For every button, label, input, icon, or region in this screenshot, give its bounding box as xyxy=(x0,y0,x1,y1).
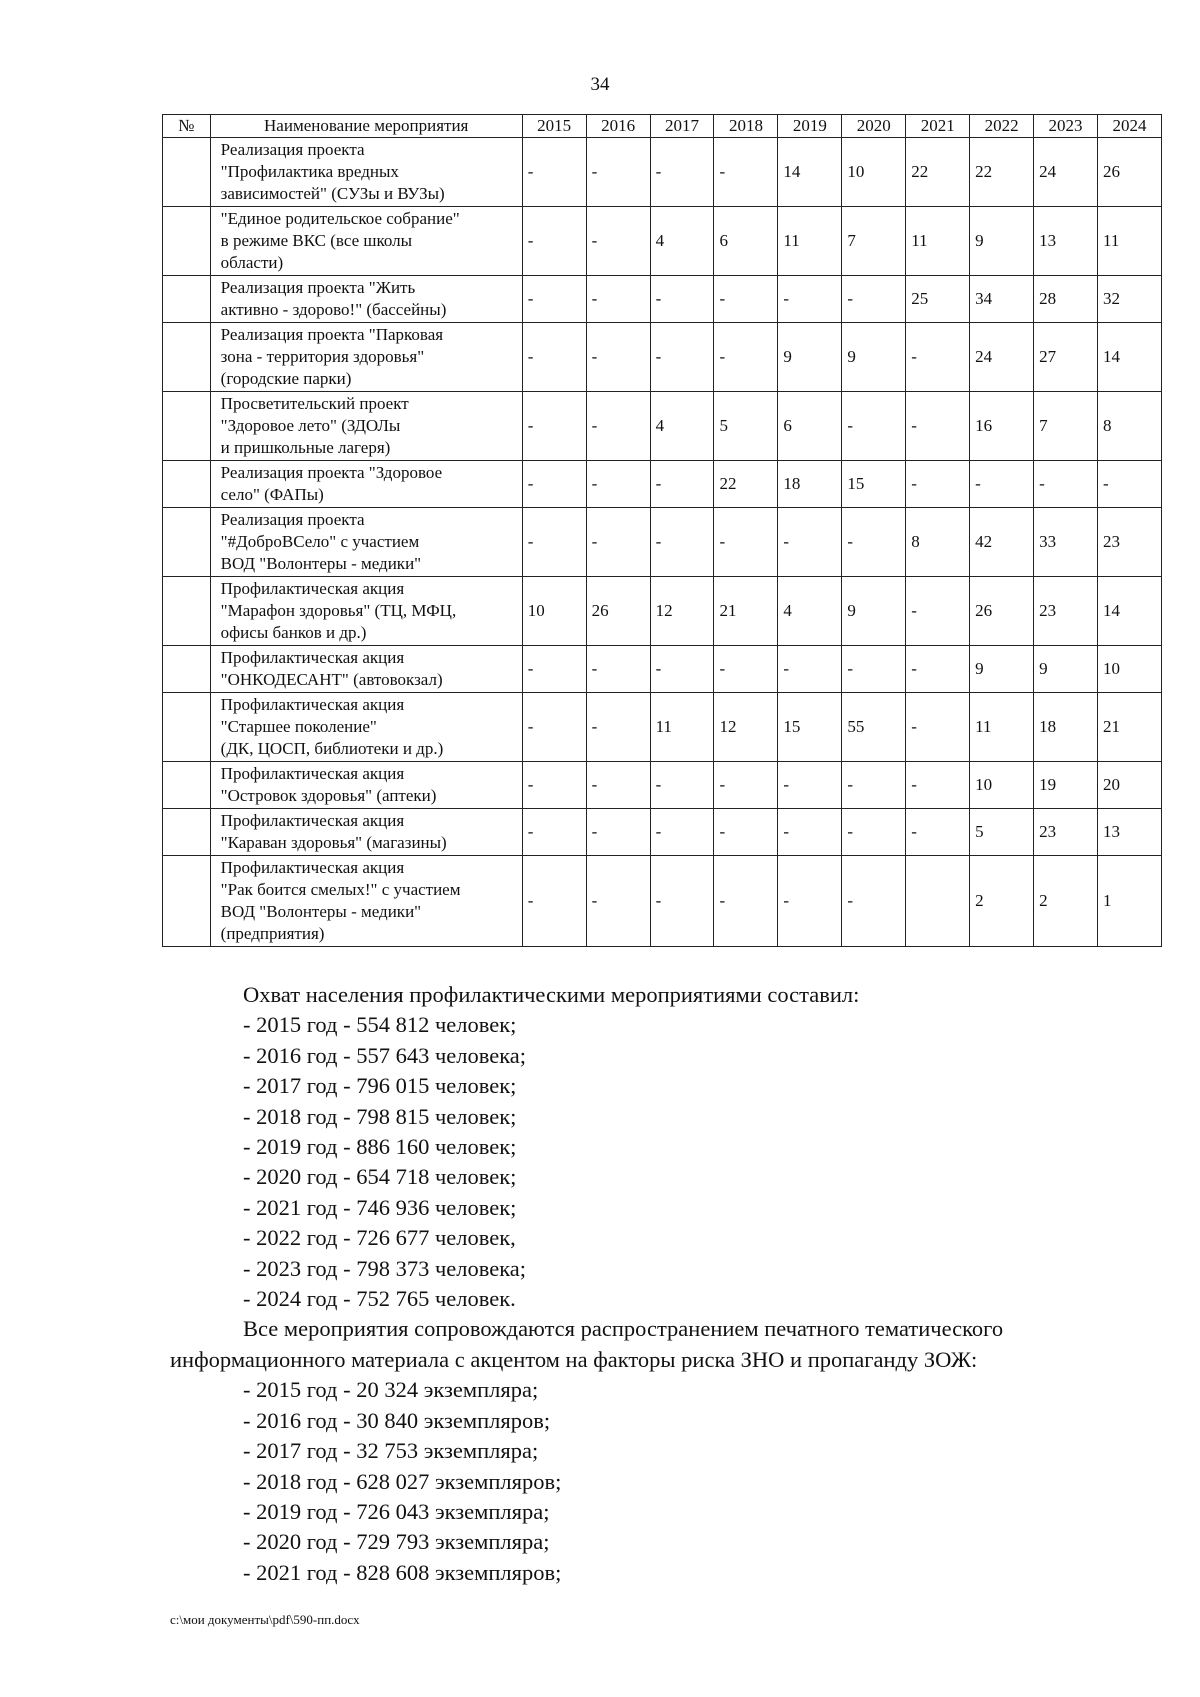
materials-list-item: - 2016 год - 30 840 экземпляров; xyxy=(243,1407,551,1433)
event-name-line: Профилактическая акция xyxy=(220,811,405,830)
event-name-line: области) xyxy=(220,253,284,272)
year-value-cell: - xyxy=(970,461,1034,508)
year-value-cell: - xyxy=(778,508,842,577)
row-number-cell xyxy=(163,693,211,762)
year-value-cell: 14 xyxy=(1098,323,1162,392)
coverage-list-item: - 2021 год - 746 936 человек; xyxy=(243,1194,517,1220)
year-value-cell: - xyxy=(714,856,778,947)
event-name-line: "Марафон здоровья" (ТЦ, МФЦ, xyxy=(220,601,457,620)
year-value-cell: 9 xyxy=(842,323,906,392)
coverage-section xyxy=(0,980,1200,1588)
year-value-cell: - xyxy=(714,276,778,323)
year-value-cell: - xyxy=(522,693,586,762)
event-name-line: "Рак боится смелых!" с участием xyxy=(220,880,461,899)
table-row xyxy=(163,461,1162,508)
year-value-cell: 27 xyxy=(1034,323,1098,392)
row-number-cell xyxy=(163,809,211,856)
year-value-cell: 12 xyxy=(714,693,778,762)
year-value-cell: - xyxy=(714,646,778,693)
year-value-cell: 22 xyxy=(906,138,970,207)
year-value-cell: - xyxy=(586,323,650,392)
event-name-cell xyxy=(210,323,522,392)
year-value-cell: 55 xyxy=(842,693,906,762)
event-name-line: ВОД "Волонтеры - медики" xyxy=(220,902,422,921)
event-name-line: Просветительский проект xyxy=(220,394,409,413)
event-name-cell xyxy=(210,762,522,809)
year-value-cell: - xyxy=(586,276,650,323)
year-value-cell: - xyxy=(906,461,970,508)
coverage-list-item: - 2019 год - 886 160 человек; xyxy=(243,1134,517,1160)
year-value-cell: - xyxy=(650,138,714,207)
coverage-list-item: - 2020 год - 654 718 человек; xyxy=(243,1164,517,1190)
event-name-cell xyxy=(210,646,522,693)
year-value-cell: 21 xyxy=(1098,693,1162,762)
event-name-cell xyxy=(210,577,522,646)
event-name-cell xyxy=(210,138,522,207)
year-value-cell: 23 xyxy=(1034,809,1098,856)
event-name-line: "Караван здоровья" (магазины) xyxy=(220,833,447,852)
year-value-cell: - xyxy=(522,392,586,461)
event-name-line: зависимостей" (СУЗы и ВУЗы) xyxy=(220,184,445,203)
event-name-line: "Здоровое лето" (ЗДОЛы xyxy=(220,416,401,435)
year-value-cell: - xyxy=(522,138,586,207)
event-name-line: Реализация проекта xyxy=(220,510,365,529)
event-name-line: Профилактическая акция xyxy=(220,695,405,714)
year-value-cell: 23 xyxy=(1034,577,1098,646)
year-value-cell: 2 xyxy=(970,856,1034,947)
table-row xyxy=(163,693,1162,762)
year-value-cell: - xyxy=(842,276,906,323)
event-name-cell xyxy=(210,461,522,508)
event-name-line: ВОД "Волонтеры - медики" xyxy=(220,554,422,573)
column-header-number: № xyxy=(163,115,211,138)
event-name-line: и пришкольные лагеря) xyxy=(220,438,391,457)
year-value-cell: 24 xyxy=(970,323,1034,392)
year-value-cell: 9 xyxy=(1034,646,1098,693)
year-value-cell: - xyxy=(906,646,970,693)
table-row xyxy=(163,646,1162,693)
year-value-cell: - xyxy=(650,856,714,947)
column-header-year: 2023 xyxy=(1034,115,1098,138)
year-value-cell: 25 xyxy=(906,276,970,323)
event-name-cell xyxy=(210,809,522,856)
column-header-name: Наименование мероприятия xyxy=(210,115,522,138)
table-row xyxy=(163,762,1162,809)
event-name-line: Реализация проекта "Жить xyxy=(220,278,416,297)
events-table xyxy=(162,114,1162,947)
year-value-cell: 5 xyxy=(714,392,778,461)
row-number-cell xyxy=(163,276,211,323)
year-value-cell: 4 xyxy=(650,207,714,276)
table-header-row xyxy=(163,115,1162,138)
year-value-cell: 23 xyxy=(1098,508,1162,577)
year-value-cell: 28 xyxy=(1034,276,1098,323)
year-value-cell: 16 xyxy=(970,392,1034,461)
event-name-line: (городские парки) xyxy=(220,369,352,388)
row-number-cell xyxy=(163,207,211,276)
column-header-year: 2022 xyxy=(970,115,1034,138)
table-row xyxy=(163,276,1162,323)
column-header-year: 2021 xyxy=(906,115,970,138)
year-value-cell: 20 xyxy=(1098,762,1162,809)
year-value-cell: - xyxy=(906,577,970,646)
coverage-list-item: - 2024 год - 752 765 человек. xyxy=(243,1286,516,1312)
event-name-cell xyxy=(210,693,522,762)
year-value-cell: 10 xyxy=(522,577,586,646)
row-number-cell xyxy=(163,577,211,646)
year-value-cell: - xyxy=(522,856,586,947)
event-name-line: село" (ФАПы) xyxy=(220,485,324,504)
event-name-line: "Единое родительское собрание" xyxy=(220,209,460,228)
year-value-cell: - xyxy=(778,276,842,323)
year-value-cell: 19 xyxy=(1034,762,1098,809)
table-row xyxy=(163,392,1162,461)
year-value-cell: 32 xyxy=(1098,276,1162,323)
event-name-line: "Профилактика вредных xyxy=(220,162,399,181)
year-value-cell: 11 xyxy=(778,207,842,276)
year-value-cell: 5 xyxy=(970,809,1034,856)
year-value-cell: - xyxy=(842,508,906,577)
coverage-intro: Охват населения профилактическими мероприятиями составил: xyxy=(243,982,860,1007)
year-value-cell: 9 xyxy=(842,577,906,646)
year-value-cell: 10 xyxy=(1098,646,1162,693)
year-value-cell: 26 xyxy=(1098,138,1162,207)
year-value-cell: 18 xyxy=(778,461,842,508)
row-number-cell xyxy=(163,856,211,947)
year-value-cell: - xyxy=(522,809,586,856)
year-value-cell: 26 xyxy=(586,577,650,646)
year-value-cell: 7 xyxy=(842,207,906,276)
year-value-cell: 7 xyxy=(1034,392,1098,461)
event-name-line: "Старшее поколение" xyxy=(220,717,377,736)
year-value-cell: 6 xyxy=(714,207,778,276)
table-row xyxy=(163,809,1162,856)
page-number: 34 xyxy=(590,74,610,95)
year-value-cell: - xyxy=(650,276,714,323)
year-value-cell: 11 xyxy=(650,693,714,762)
file-path-footer: c:\мои документы\pdf\590-пп.docx xyxy=(170,1612,360,1627)
coverage-list-item: - 2022 год - 726 677 человек, xyxy=(243,1225,516,1251)
year-value-cell: - xyxy=(586,461,650,508)
year-value-cell: - xyxy=(842,809,906,856)
year-value-cell: 12 xyxy=(650,577,714,646)
event-name-line: Профилактическая акция xyxy=(220,764,405,783)
row-number-cell xyxy=(163,762,211,809)
table-row xyxy=(163,138,1162,207)
year-value-cell: 18 xyxy=(1034,693,1098,762)
event-name-line: Реализация проекта "Парковая xyxy=(220,325,444,344)
event-name-cell xyxy=(210,508,522,577)
year-value-cell: 9 xyxy=(970,646,1034,693)
year-value-cell: - xyxy=(906,809,970,856)
event-name-line: активно - здорово!" (бассейны) xyxy=(220,300,447,319)
materials-list-item: - 2021 год - 828 608 экземпляров; xyxy=(243,1559,562,1585)
year-value-cell: 22 xyxy=(714,461,778,508)
column-header-year: 2016 xyxy=(586,115,650,138)
year-value-cell: - xyxy=(906,762,970,809)
year-value-cell: 15 xyxy=(778,693,842,762)
year-value-cell: 6 xyxy=(778,392,842,461)
year-value-cell: - xyxy=(906,323,970,392)
row-number-cell xyxy=(163,646,211,693)
year-value-cell: 11 xyxy=(906,207,970,276)
materials-paragraph-line-1: Все мероприятия сопровождаются распространением печатного тематического xyxy=(243,1316,1004,1342)
year-value-cell: 9 xyxy=(970,207,1034,276)
year-value-cell: 9 xyxy=(778,323,842,392)
year-value-cell: 33 xyxy=(1034,508,1098,577)
row-number-cell xyxy=(163,461,211,508)
year-value-cell: - xyxy=(586,646,650,693)
materials-list-item: - 2017 год - 32 753 экземпляра; xyxy=(243,1438,539,1464)
year-value-cell: - xyxy=(1098,461,1162,508)
year-value-cell: 14 xyxy=(778,138,842,207)
coverage-list-item: - 2017 год - 796 015 человек; xyxy=(243,1073,517,1099)
year-value-cell: - xyxy=(842,392,906,461)
year-value-cell: - xyxy=(714,508,778,577)
year-value-cell: - xyxy=(586,207,650,276)
materials-paragraph-line-2: информационного материала с акцентом на факторы риска ЗНО и пропаганду ЗОЖ: xyxy=(170,1346,978,1372)
event-name-line: Профилактическая акция xyxy=(220,648,405,667)
year-value-cell: - xyxy=(586,138,650,207)
event-name-cell xyxy=(210,276,522,323)
year-value-cell: - xyxy=(650,323,714,392)
column-header-year: 2017 xyxy=(650,115,714,138)
materials-list-item: - 2020 год - 729 793 экземпляра; xyxy=(243,1529,550,1555)
event-name-line: "ОНКОДЕСАНТ" (автовокзал) xyxy=(220,670,443,689)
year-value-cell: 8 xyxy=(906,508,970,577)
materials-list-item: - 2019 год - 726 043 экземпляра; xyxy=(243,1498,550,1524)
year-value-cell: - xyxy=(586,762,650,809)
year-value-cell: 15 xyxy=(842,461,906,508)
event-name-cell xyxy=(210,207,522,276)
year-value-cell: - xyxy=(522,762,586,809)
year-value-cell: - xyxy=(842,856,906,947)
coverage-list-item: - 2018 год - 798 815 человек; xyxy=(243,1103,517,1129)
year-value-cell: - xyxy=(714,323,778,392)
year-value-cell: 10 xyxy=(970,762,1034,809)
event-name-line: офисы банков и др.) xyxy=(220,623,367,642)
year-value-cell: 24 xyxy=(1034,138,1098,207)
event-name-cell xyxy=(210,392,522,461)
year-value-cell: - xyxy=(714,138,778,207)
year-value-cell: 11 xyxy=(1098,207,1162,276)
event-name-line: Реализация проекта xyxy=(220,140,365,159)
year-value-cell: - xyxy=(522,461,586,508)
year-value-cell: - xyxy=(906,693,970,762)
materials-list-item: - 2015 год - 20 324 экземпляра; xyxy=(243,1377,539,1403)
table-row xyxy=(163,856,1162,947)
coverage-list-item: - 2023 год - 798 373 человека; xyxy=(243,1255,527,1281)
year-value-cell: - xyxy=(714,809,778,856)
table-row xyxy=(163,323,1162,392)
year-value-cell: 26 xyxy=(970,577,1034,646)
event-name-line: Профилактическая акция xyxy=(220,858,405,877)
year-value-cell: - xyxy=(650,508,714,577)
year-value-cell: - xyxy=(522,207,586,276)
year-value-cell: 22 xyxy=(970,138,1034,207)
year-value-cell: - xyxy=(906,392,970,461)
year-value-cell: - xyxy=(714,762,778,809)
row-number-cell xyxy=(163,508,211,577)
table-row xyxy=(163,577,1162,646)
year-value-cell: 8 xyxy=(1098,392,1162,461)
year-value-cell: 13 xyxy=(1034,207,1098,276)
materials-list-item: - 2018 год - 628 027 экземпляров; xyxy=(243,1468,562,1494)
year-value-cell: 42 xyxy=(970,508,1034,577)
year-value-cell xyxy=(906,856,970,947)
table-row xyxy=(163,207,1162,276)
year-value-cell: 14 xyxy=(1098,577,1162,646)
table-row xyxy=(163,508,1162,577)
event-name-line: "#ДоброВСело" с участием xyxy=(220,532,420,551)
year-value-cell: - xyxy=(650,809,714,856)
column-header-year: 2020 xyxy=(842,115,906,138)
year-value-cell: 13 xyxy=(1098,809,1162,856)
column-header-year: 2019 xyxy=(778,115,842,138)
year-value-cell: - xyxy=(842,646,906,693)
event-name-line: зона - территория здоровья" xyxy=(220,347,425,366)
coverage-list-item: - 2015 год - 554 812 человек; xyxy=(243,1012,517,1038)
coverage-list-item: - 2016 год - 557 643 человека; xyxy=(243,1042,527,1068)
year-value-cell: - xyxy=(586,392,650,461)
row-number-cell xyxy=(163,323,211,392)
column-header-year: 2024 xyxy=(1098,115,1162,138)
year-value-cell: 34 xyxy=(970,276,1034,323)
year-value-cell: - xyxy=(522,276,586,323)
year-value-cell: - xyxy=(586,508,650,577)
year-value-cell: - xyxy=(778,762,842,809)
column-header-year: 2015 xyxy=(522,115,586,138)
year-value-cell: - xyxy=(1034,461,1098,508)
year-value-cell: - xyxy=(586,809,650,856)
event-name-line: (ДК, ЦОСП, библиотеки и др.) xyxy=(220,739,444,758)
year-value-cell: - xyxy=(778,809,842,856)
year-value-cell: - xyxy=(522,646,586,693)
year-value-cell: 11 xyxy=(970,693,1034,762)
event-name-line: Профилактическая акция xyxy=(220,579,405,598)
year-value-cell: - xyxy=(650,762,714,809)
event-name-line: Реализация проекта "Здоровое xyxy=(220,463,443,482)
year-value-cell: - xyxy=(778,856,842,947)
year-value-cell: 4 xyxy=(778,577,842,646)
year-value-cell: - xyxy=(586,693,650,762)
event-name-line: (предприятия) xyxy=(220,924,325,943)
row-number-cell xyxy=(163,138,211,207)
year-value-cell: - xyxy=(650,461,714,508)
row-number-cell xyxy=(163,392,211,461)
year-value-cell: 21 xyxy=(714,577,778,646)
year-value-cell: - xyxy=(650,646,714,693)
event-name-line: в режиме ВКС (все школы xyxy=(220,231,413,250)
year-value-cell: 4 xyxy=(650,392,714,461)
event-name-line: "Островок здоровья" (аптеки) xyxy=(220,786,437,805)
event-name-cell xyxy=(210,856,522,947)
year-value-cell: 1 xyxy=(1098,856,1162,947)
year-value-cell: - xyxy=(778,646,842,693)
year-value-cell: - xyxy=(842,762,906,809)
year-value-cell: - xyxy=(522,323,586,392)
year-value-cell: 10 xyxy=(842,138,906,207)
year-value-cell: - xyxy=(586,856,650,947)
year-value-cell: - xyxy=(522,508,586,577)
column-header-year: 2018 xyxy=(714,115,778,138)
year-value-cell: 2 xyxy=(1034,856,1098,947)
